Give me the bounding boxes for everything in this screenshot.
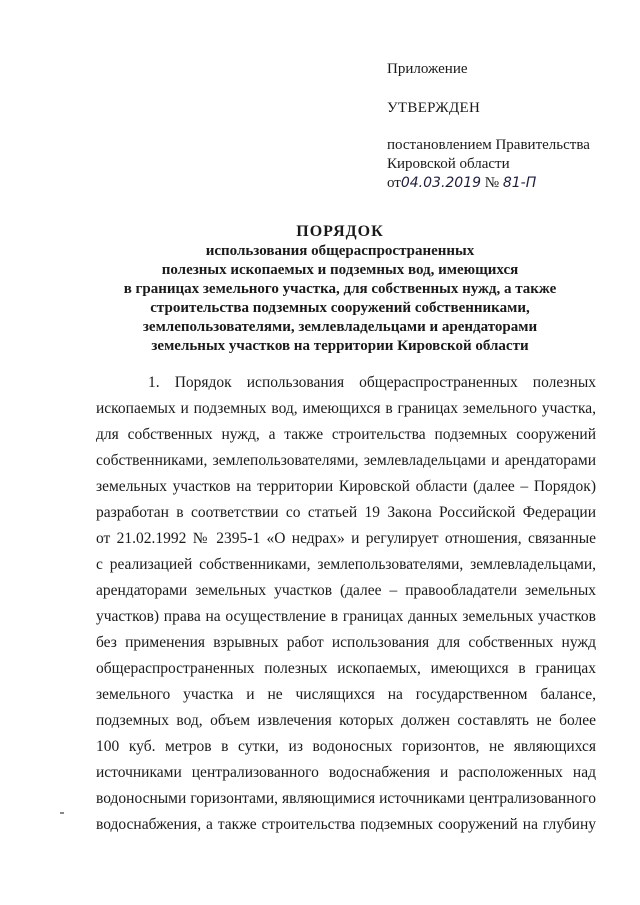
title-line: земельных участков на территории Кировской области	[151, 338, 529, 354]
title-line: использования общераспространенных	[205, 243, 475, 259]
decree-line-2: Кировской области	[387, 156, 510, 172]
approval-block	[387, 60, 627, 193]
decree-line-1: постановлением Правительства	[387, 137, 590, 153]
body-line: подземных вод, объем извлечения которых должен составлять не более	[96, 712, 596, 729]
handwritten-date: 04.03.2019	[400, 175, 482, 191]
body-line: от 21.02.1992 № 2395-1 «О недрах» и регулирует отношения, связанные	[96, 530, 596, 547]
body-line: водоносными горизонтами, являющимися источниками централизованного	[96, 790, 596, 807]
approved-label: УТВЕРЖДЕН	[387, 100, 481, 116]
date-prefix: от	[387, 175, 401, 191]
body-line: арендаторами земельных участков (далее – правообладатели земельных	[96, 582, 596, 599]
body-line: земельных участков на территории Кировской области (далее – Порядок)	[96, 478, 596, 495]
title-line: землепользователями, землевладельцами и арендаторами	[142, 319, 538, 335]
decree-date-line	[387, 174, 627, 193]
appendix-label: Приложение	[387, 61, 468, 77]
body-line: без применения взрывных работ использования для собственных нужд	[96, 634, 596, 651]
body-line: для собственных нужд, а также строительства подземных сооружений	[96, 426, 596, 443]
body-line: земельного участка и не числящихся на государственном балансе,	[96, 686, 596, 703]
title-main: ПОРЯДОК	[296, 223, 384, 240]
scan-mark	[60, 812, 64, 814]
body-line: водоснабжения, а также строительства подземных сооружений на глубину	[96, 816, 596, 833]
body-line: 100 куб. метров в сутки, из водоносных горизонтов, не являющихся	[96, 738, 596, 755]
body-line: источниками централизованного водоснабжения и расположенных над	[96, 764, 596, 781]
handwritten-number: 81-П	[502, 175, 537, 191]
body-line: разработан в соответствии со статьей 19 Закона Российской Федерации	[96, 504, 596, 521]
body-line: ископаемых и подземных вод, имеющихся в границах земельного участка,	[96, 400, 596, 417]
title-line: строительства подземных сооружений собственниками,	[150, 300, 530, 316]
document-title	[100, 222, 580, 356]
document-body	[96, 370, 596, 838]
number-prefix: №	[484, 175, 500, 191]
body-line: участков) права на осуществление в границах данных земельных участков	[96, 608, 596, 625]
body-line: общераспространенных полезных ископаемых, имеющихся в границах	[96, 660, 596, 677]
body-line: 1. Порядок использования общераспространенных полезных	[148, 374, 596, 391]
title-line: в границах земельного участка, для собственных нужд, а также	[123, 281, 557, 297]
body-line: собственниками, землепользователями, землевладельцами и арендаторами	[96, 452, 596, 469]
title-line: полезных ископаемых и подземных вод, имеющихся	[161, 262, 519, 278]
body-line: с реализацией собственниками, землепользователями, землевладельцами,	[96, 556, 596, 573]
